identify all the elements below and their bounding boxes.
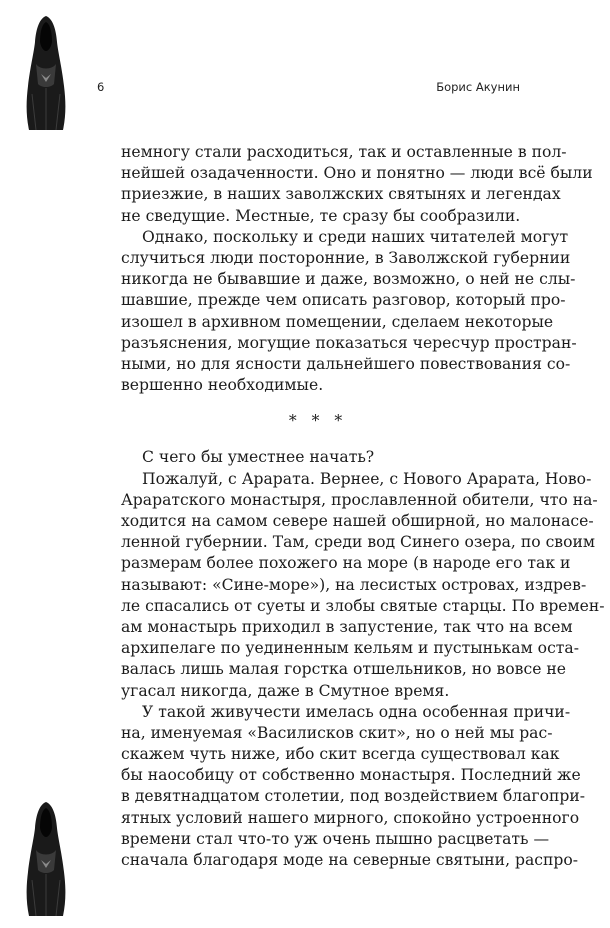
text-line: Однако, поскольку и среди наших читателей могут [142, 227, 569, 246]
text-line: сначала благодаря моде на северные святыни, распро- [121, 851, 579, 869]
hooded-monk-icon [22, 14, 70, 132]
text-line: Араратского монастыря, прославленной обители, что на- [121, 490, 598, 509]
text-line: ятных условий нашего мирного, спокойно устроенного [121, 808, 580, 827]
hooded-monk-icon [22, 800, 70, 918]
page-number: 6 [97, 80, 105, 94]
running-head-author: Борис Акунин [436, 80, 520, 94]
text-line: времени стал что-то уж очень пышно расцветать — [121, 829, 550, 848]
text-line: приезжие, в наших заволжских святынях и легендах [121, 185, 561, 204]
text-line: ам монастырь приходил в запустение, так что на всем [121, 617, 573, 636]
text-line: ными, но для ясности дальнейшего повествования со- [121, 354, 571, 373]
text-line: У такой живучести имелась одна особенная причи- [142, 702, 571, 721]
text-line: размерам более похожего на море (в народе его так и [121, 554, 571, 573]
text-line: скажем чуть ниже, ибо скит всегда существовал как [121, 745, 560, 764]
section-break: * * * [288, 412, 348, 431]
text-line: бы наособицу от собственно монастыря. Последний же [121, 766, 581, 785]
text-line: С чего бы уместнее начать? [142, 448, 375, 467]
text-line: нейшей озадаченности. Оно и понятно — люди всё были [121, 164, 593, 183]
text-line: случиться люди посторонние, в Заволжской губернии [121, 248, 571, 267]
text-line: на, именуемая «Василисков скит», но о ней мы рас- [121, 723, 553, 742]
text-line: ле спасались от суеты и злобы святые старцы. По времен- [121, 596, 605, 615]
text-line: изошел в архивном помещении, сделаем некоторые [121, 312, 554, 331]
text-line: немногу стали расходиться, так и оставленные в пол- [121, 143, 567, 161]
text-line: ходится на самом севере нашей обширной, но малонасе- [121, 512, 594, 530]
text-line: шавшие, прежде чем описать разговор, который про- [121, 291, 566, 310]
text-line: Пожалуй, с Арарата. Вернее, с Нового Арарата, Ново- [142, 469, 592, 488]
text-line: называют: «Сине-море»), на лесистых островах, издрев- [121, 575, 587, 594]
text-line: архипелаге по уединенным кельям и пустынькам оста- [121, 639, 579, 658]
text-line: никогда не бывавшие и даже, возможно, о ней не слы- [121, 270, 576, 289]
text-line: вершенно необходимые. [121, 376, 324, 395]
text-line: угасал никогда, даже в Смутное время. [121, 681, 450, 700]
text-line: не сведущие. Местные, те сразу бы сообразили. [121, 206, 521, 225]
text-line: ленной губернии. Там, среди вод Синего озера, по своим [121, 533, 595, 552]
text-line: в девятнадцатом столетии, под воздействием благопри- [121, 787, 586, 806]
text-line: разъяснения, могущие показаться чересчур простран- [121, 333, 577, 352]
text-line: валась лишь малая горстка отшельников, но вовсе не [121, 660, 567, 679]
body-text [121, 142, 605, 871]
